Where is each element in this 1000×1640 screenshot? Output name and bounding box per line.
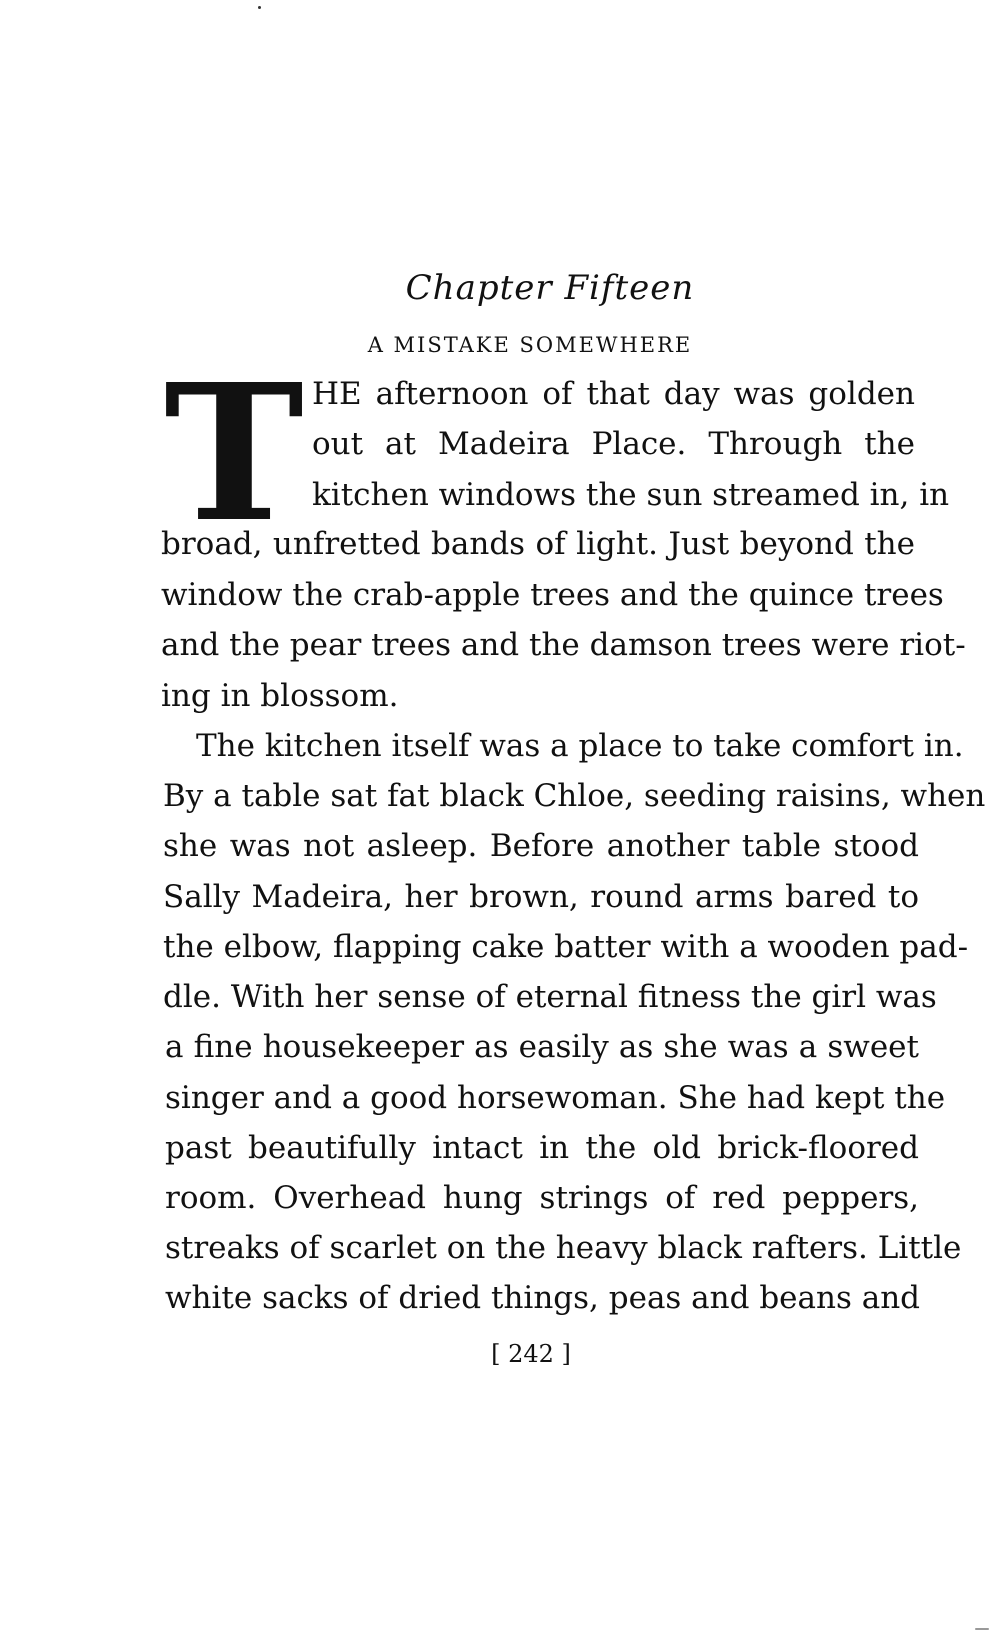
- section-title: A MISTAKE SOMEWHERE: [367, 333, 693, 357]
- drop-cap: T: [164, 343, 304, 564]
- text-line: broad, unfretted bands of light. Just beyond the: [161, 526, 915, 562]
- text-line: she was not asleep. Before another table stood: [163, 828, 919, 864]
- text-line: dle. With her sense of eternal fitness the girl was: [163, 979, 937, 1015]
- page-number: [ 242 ]: [491, 1340, 571, 1368]
- text-line: ing in blossom.: [161, 678, 399, 714]
- text-line: and the pear trees and the damson trees were riot-: [161, 627, 966, 663]
- text-line: past beautifully intact in the old brick-floored: [165, 1130, 919, 1166]
- text-line: HE afternoon of that day was golden: [312, 376, 915, 412]
- text-line: out at Madeira Place. Through the: [312, 426, 915, 462]
- text-line: window the crab-apple trees and the quince trees: [161, 577, 944, 613]
- text-line: By a table sat fat black Chloe, seeding raisins, when: [163, 778, 986, 814]
- text-line: a fine housekeeper as easily as she was a sweet: [165, 1029, 919, 1065]
- text-line: white sacks of dried things, peas and beans and: [165, 1280, 921, 1316]
- text-line: streaks of scarlet on the heavy black rafters. Little: [165, 1230, 962, 1266]
- text-line: room. Overhead hung strings of red peppers,: [165, 1180, 919, 1216]
- paper-speck: [975, 1628, 989, 1630]
- text-line: the elbow, flapping cake batter with a wooden pad-: [163, 929, 969, 965]
- text-line: Sally Madeira, her brown, round arms bared to: [163, 879, 919, 915]
- text-line: kitchen windows the sun streamed in, in: [312, 477, 950, 513]
- text-line: singer and a good horsewoman. She had kept the: [165, 1080, 946, 1116]
- text-line: The kitchen itself was a place to take comfort in.: [196, 728, 964, 764]
- chapter-title: Chapter Fifteen: [405, 268, 695, 308]
- paper-speck: [258, 6, 261, 9]
